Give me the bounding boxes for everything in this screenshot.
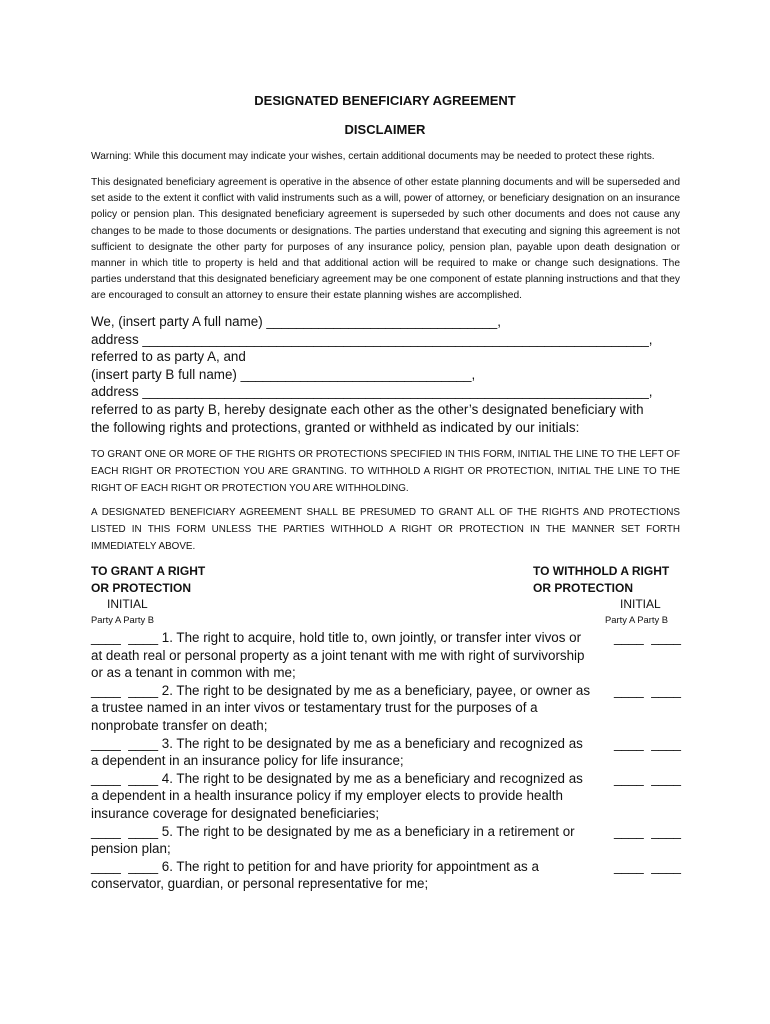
withhold-initial-blanks[interactable]: ____ ____ [613,735,681,751]
right-item [91,823,681,858]
rights-list [91,629,681,893]
grant-column-header [91,563,205,597]
withhold-initial-blanks[interactable]: ____ ____ [613,823,681,839]
party-b-reference-line: referred to as party B, hereby designate each other as the other’s designated beneficiary with [91,401,644,417]
withhold-header-line1: TO WITHHOLD A RIGHT [533,564,670,578]
party-a-reference-line: referred to as party A, and [91,349,246,365]
grant-initial-blanks[interactable]: ____ ____ [91,682,159,698]
right-item [91,858,681,893]
withhold-column-header [533,563,669,597]
grant-withhold-instructions: TO GRANT ONE OR MORE OF THE RIGHTS OR PROTECTIONS SPECIFIED IN THIS FORM, INITIAL THE LINE TO THE LEFT OF EACH RIGHT OR PROTECTION YOU ARE GRANTING. TO WITHHOLD A RIGHT OR PROTECTION, INITIAL THE LINE TO THE RIGHT OF EACH RIGHT OR PROTECTION YOU ARE WITHHOLDING. [91,449,680,494]
right-item [91,770,681,823]
grant-initial-blanks[interactable]: ____ ____ [91,823,159,839]
withhold-initial-blanks[interactable]: ____ ____ [613,858,681,874]
withhold-header-line2: OR PROTECTION [533,581,634,595]
party-fill-in-block [91,313,681,436]
right-text: 3. The right to be designated by me as a beneficiary and recognized as a dependent in an insurance policy for life insurance; [91,735,583,769]
right-text: 2. The right to be designated by me as a beneficiary, payee, or owner as a trustee named in an inter vivos or testamentary trust for the purposes of a nonprobate transfer on death; [91,682,591,733]
party-a-address-line[interactable]: address ____________________________________________________________________, [91,331,653,347]
party-b-address-line[interactable]: address ____________________________________________________________________, [91,384,653,400]
right-item [91,629,681,682]
grant-initial-blanks[interactable]: ____ ____ [91,770,159,786]
grant-initial-blanks[interactable]: ____ ____ [91,735,159,751]
right-item [91,735,681,770]
withhold-initial-label: INITIAL [620,597,661,611]
withhold-party-labels: Party A Party B [605,614,669,625]
disclaimer-paragraph: This designated beneficiary agreement is operative in the absence of other estate planning documents and will be superseded and set aside to the extent it conflict with valid instruments such as a will, power of attorney, or beneficiary designation on an insurance policy or pension plan. This designated beneficiary agreement is superseded by such other documents and does not cause any changes to be made to those documents or designations. The parties understand that executing and signing this agreement is not sufficient to designate the other party for purposes of any insurance policy, pension plan, payable upon death designation or manner in which title to property is held and that additional action will be required to make or change such designations. The parties understand that this designated beneficiary agreement may be one component of estate planning instructions and that they are encouraged to consult an attorney to ensure their estate planning wishes are accomplished. [91,177,680,302]
right-text: 6. The right to petition for and have priority for appointment as a conservator, guardian, or personal representative for me; [91,858,539,892]
disclaimer-heading: DISCLAIMER [344,122,426,137]
warning-text: Warning: While this document may indicate your wishes, certain additional documents may be needed to protect these rights. [91,151,655,162]
grant-header-line1: TO GRANT A RIGHT [91,564,206,578]
grant-party-labels: Party A Party B [91,614,155,625]
right-text: 4. The right to be designated by me as a beneficiary and recognized as a dependent in a health insurance policy if my employer elects to provide health insurance coverage for designated beneficiaries; [91,770,583,821]
party-a-name-line[interactable]: We, (insert party A full name) _______________________________, [91,314,501,329]
grant-initial-label: INITIAL [107,597,148,611]
document-title: DESIGNATED BENEFICIARY AGREEMENT [254,93,516,108]
withhold-initial-blanks[interactable]: ____ ____ [613,630,681,645]
rights-intro-line: the following rights and protections, granted or withheld as indicated by our initials: [91,419,580,435]
right-text: 5. The right to be designated by me as a beneficiary in a retirement or pension plan; [91,823,575,857]
grant-header-line2: OR PROTECTION [91,581,192,595]
presumption-instructions: A DESIGNATED BENEFICIARY AGREEMENT SHALL BE PRESUMED TO GRANT ALL OF THE RIGHTS AND PROTECTIONS LISTED IN THIS FORM UNLESS THE PARTIES WITHHOLD A RIGHT OR PROTECTION IN THE MANNER SET FORTH IMMEDIATELY ABOVE. [91,507,680,552]
grant-initial-blanks[interactable]: ____ ____ [91,858,159,874]
grant-initial-blanks[interactable]: ____ ____ [91,630,159,645]
right-text: 1. The right to acquire, hold title to, own jointly, or transfer inter vivos or at death real or personal property as a joint tenant with me with right of survivorship or as a tenant in common with me; [91,630,585,681]
right-item [91,682,681,735]
party-b-name-line[interactable]: (insert party B full name) _______________________________, [91,366,476,382]
withhold-initial-blanks[interactable]: ____ ____ [613,682,681,698]
withhold-initial-blanks[interactable]: ____ ____ [613,770,681,786]
